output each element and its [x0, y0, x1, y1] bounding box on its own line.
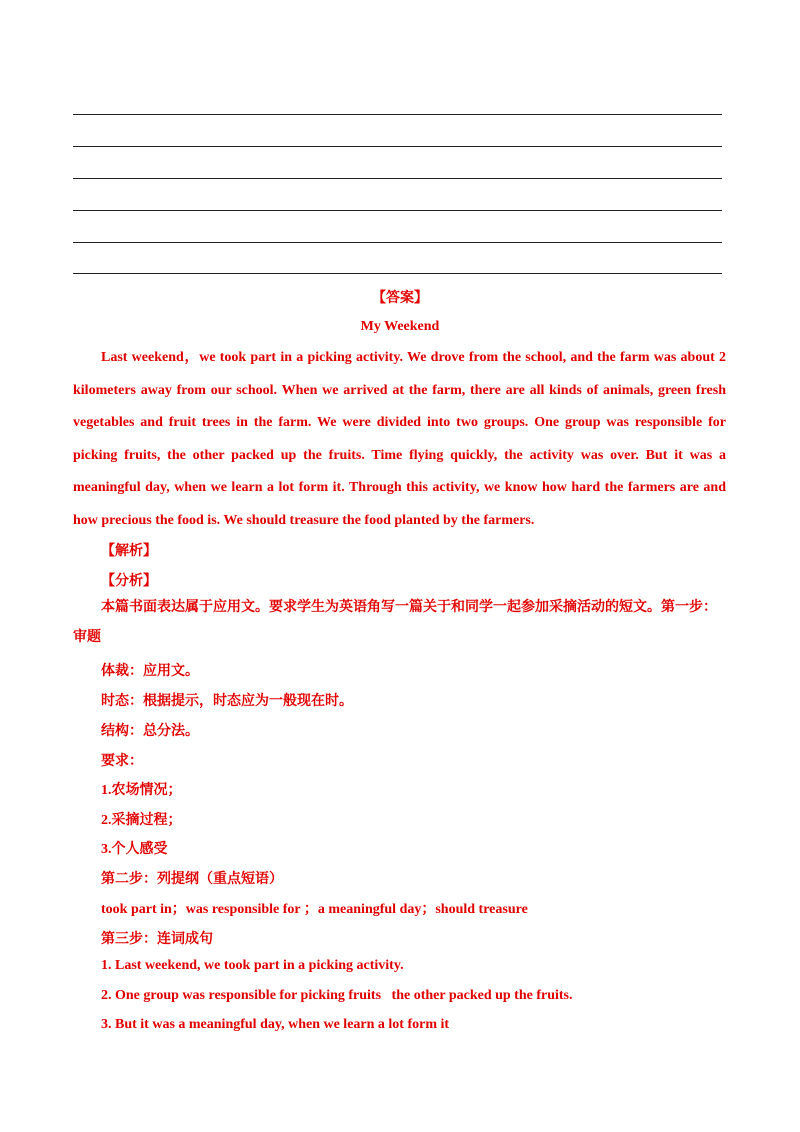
essay-title: My Weekend: [360, 319, 440, 334]
writing-line: [73, 146, 722, 147]
key-phrases: took part in；was responsible for ；a meaningful day；should treasure: [101, 902, 528, 917]
requirements-label: 要求：: [101, 754, 143, 769]
analysis-label: 【解析】: [101, 544, 157, 559]
writing-line: [73, 210, 722, 211]
requirement-item: 3.个人感受: [101, 842, 168, 857]
structure-line: 结构：总分法。: [101, 724, 199, 739]
requirement-item: 2.采摘过程；: [101, 813, 182, 828]
tense-line: 时态：根据提示，时态应为一般现在时。: [101, 694, 353, 709]
requirement-item: 1.农场情况；: [101, 783, 182, 798]
writing-line: [73, 242, 722, 243]
writing-line: [73, 273, 722, 274]
sentence-3: 3. But it was a meaningful day, when we learn a lot form it: [101, 1017, 450, 1032]
fenxi-label: 【分析】: [101, 574, 157, 589]
step2-heading: 第二步：列提纲（重点短语）: [101, 872, 283, 887]
sentence-1: 1. Last weekend, we took part in a picking activity.: [101, 958, 404, 973]
genre-line: 体裁：应用文。: [101, 664, 199, 679]
answer-label: 【答案】: [372, 291, 428, 306]
essay-body: Last weekend，we took part in a picking activity. We drove from the school, and the farm was about 2 kilometers away from our school. When we arrived at the farm, there are all kinds of animals, green fresh vegetables and fruit trees in the farm. We were divided into two groups. One group was responsible for picking fruits, the other packed up the fruits. Time flying quickly, the activity was over. But it was a meaningful day, when we learn a lot form it. Through this activity, we know how hard the farmers are and how precious the food is. We should treasure the food planted by the farmers.: [73, 350, 726, 528]
writing-line: [73, 114, 722, 115]
sentence-2: 2. One group was responsible for picking fruits the other packed up the fruits.: [101, 988, 573, 1003]
writing-line: [73, 178, 722, 179]
analysis-intro: 本篇书面表达属于应用文。要求学生为英语角写一篇关于和同学一起参加采摘活动的短文。第一步：审题: [73, 600, 717, 645]
step3-heading: 第三步：连词成句: [101, 932, 213, 947]
